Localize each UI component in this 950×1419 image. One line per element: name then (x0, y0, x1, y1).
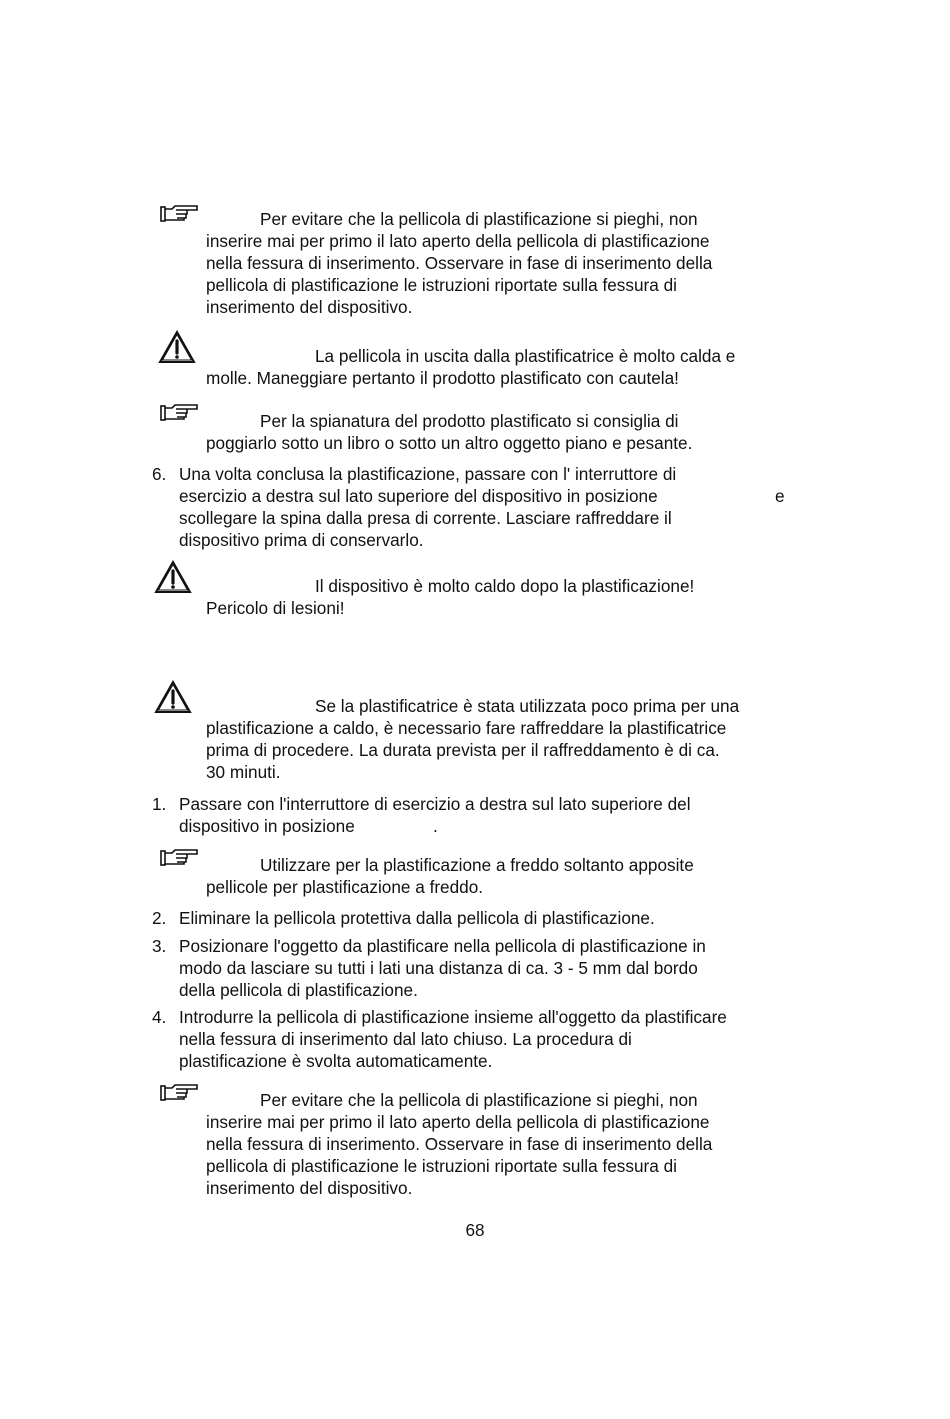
pointing-hand-icon (160, 848, 200, 868)
note-text: nella fessura di inserimento. Osservare in fase di inserimento della (206, 253, 713, 273)
warning-text: molle. Maneggiare pertanto il prodotto plastificato con cautela! (206, 368, 679, 388)
note-block (206, 208, 712, 318)
warning-text: Se la plastificatrice è stata utilizzata poco prima per una (315, 696, 740, 716)
note-text: pellicole per plastificazione a freddo. (206, 877, 484, 897)
note-text: pellicola di plastificazione le istruzioni riportate sulla fessura di (206, 1156, 677, 1176)
pointing-hand-icon (160, 403, 200, 423)
note-text: poggiarlo sotto un libro o sotto un altro oggetto piano e pesante. (206, 433, 693, 453)
warning-text: La pellicola in uscita dalla plastificatrice è molto calda e (315, 346, 736, 366)
list-number: 6. (152, 464, 167, 484)
list-item-text: Una volta conclusa la plastificazione, passare con l' interruttore di (179, 464, 677, 484)
note-text: inserimento del dispositivo. (206, 297, 413, 317)
list-item-text: modo da lasciare su tutti i lati una distanza di ca. 3 - 5 mm dal bordo (179, 958, 698, 978)
list-number: 3. (152, 936, 167, 956)
note-block (206, 410, 692, 454)
note-text: Per evitare che la pellicola di plastificazione si pieghi, non (260, 209, 698, 229)
note-text: Per la spianatura del prodotto plastificato si consiglia di (260, 411, 679, 431)
list-item-text: Eliminare la pellicola protettiva dalla pellicola di plastificazione. (179, 908, 655, 928)
list-item-text: dispositivo in posizione (179, 816, 355, 836)
list-item-text: . (433, 816, 438, 836)
list-item (179, 935, 706, 1001)
list-item-text: della pellicola di plastificazione. (179, 980, 418, 1000)
warning-triangle-icon (154, 680, 192, 714)
warning-text: Pericolo di lesioni! (206, 598, 345, 618)
warning-text: Il dispositivo è molto caldo dopo la plastificazione! (315, 576, 695, 596)
list-item-text: Introdurre la pellicola di plastificazione insieme all'oggetto da plastificare (179, 1007, 727, 1027)
list-item-text: scollegare la spina dalla presa di corrente. Lasciare raffreddare il (179, 508, 672, 528)
list-item (179, 463, 676, 551)
note-text: inserire mai per primo il lato aperto della pellicola di plastificazione (206, 231, 710, 251)
list-item-text: nella fessura di inserimento dal lato chiuso. La procedura di (179, 1029, 632, 1049)
list-item (179, 907, 655, 929)
list-item-text: dispositivo prima di conservarlo. (179, 530, 424, 550)
note-text: Per evitare che la pellicola di plastificazione si pieghi, non (260, 1090, 698, 1110)
warning-triangle-icon (158, 330, 196, 364)
warning-block (206, 345, 735, 389)
pointing-hand-icon (160, 204, 200, 224)
note-text: inserire mai per primo il lato aperto della pellicola di plastificazione (206, 1112, 710, 1132)
list-number: 4. (152, 1007, 167, 1027)
note-block (206, 854, 694, 898)
list-number: 1. (152, 794, 167, 814)
note-text: nella fessura di inserimento. Osservare in fase di inserimento della (206, 1134, 713, 1154)
note-text: inserimento del dispositivo. (206, 1178, 413, 1198)
list-item-text: Passare con l'interruttore di esercizio a destra sul lato superiore del (179, 794, 691, 814)
list-item-text: esercizio a destra sul lato superiore del dispositivo in posizione (179, 486, 658, 506)
note-block (206, 1089, 712, 1199)
warning-triangle-icon (154, 560, 192, 594)
warning-text: prima di procedere. La durata prevista per il raffreddamento è di ca. (206, 740, 720, 760)
warning-text: 30 minuti. (206, 762, 281, 782)
list-number: 2. (152, 908, 167, 928)
list-item-text: Posizionare l'oggetto da plastificare nella pellicola di plastificazione in (179, 936, 706, 956)
warning-text: plastificazione a caldo, è necessario fare raffreddare la plastificatrice (206, 718, 727, 738)
page-number: 68 (465, 1220, 485, 1240)
list-item (179, 1006, 727, 1072)
pointing-hand-icon (160, 1083, 200, 1103)
warning-block (206, 575, 694, 619)
note-text: pellicola di plastificazione le istruzioni riportate sulla fessura di (206, 275, 677, 295)
warning-block (206, 695, 739, 783)
list-item-text: plastificazione è svolta automaticamente. (179, 1051, 493, 1071)
note-text: Utilizzare per la plastificazione a freddo soltanto apposite (260, 855, 694, 875)
list-item-text: e (775, 486, 785, 506)
